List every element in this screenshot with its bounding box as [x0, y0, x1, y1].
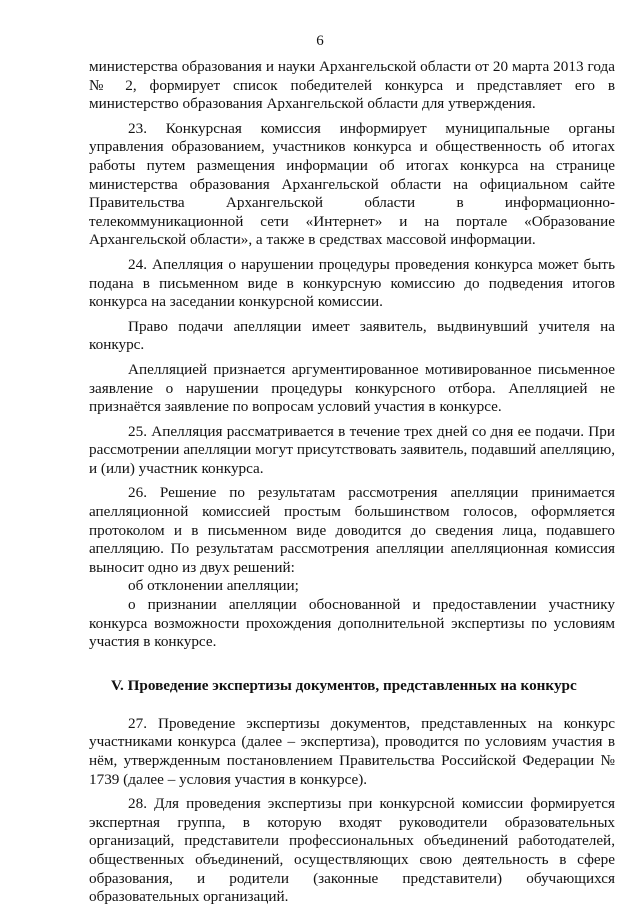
paragraph-23: 23. Конкурсная комиссия информирует муниципальные органы управления образованием, участников конкурса и общественность об итогах работы путем размещения информации об итогах конкурса на странице министерства образования Архангельской области на официальном сайте Правительства Архангельской области в информационно-телекоммуникационной сети «Интернет» и на портале «Образование Архангельской области», а также в средствах массовой информации. — [89, 119, 615, 249]
paragraph-22-continuation: министерства образования и науки Архангельской области от 20 марта 2013 года № 2, формирует список победителей конкурса и представляет его в министерство образования Архангельской области для утверждения. — [89, 58, 615, 113]
paragraph-25: 25. Апелляция рассматривается в течение трех дней со дня ее подачи. При рассмотрении апелляции могут присутствовать заявитель, подавший апелляцию, и (или) участник конкурса. — [89, 422, 615, 477]
decision-option-reject: об отклонении апелляции; — [128, 577, 299, 595]
paragraph-27: 27. Проведение экспертизы документов, представленных на конкурс участниками конкурса (далее – экспертиза), проводится по условиям участия в нём, утвержденным постановлением Правительства Российской Федерации № 1739 (далее – условия участия в конкурсе). — [89, 714, 615, 788]
paragraph-appeal-definition: Апелляцией признается аргументированное мотивированное письменное заявление о нарушении процедуры конкурсного отбора. Апелляцией не признаётся заявление по вопросам условий участия в конкурсе. — [89, 360, 615, 416]
paragraph-28: 28. Для проведения экспертизы при конкурсной комиссии формируется экспертная группа, в которую входят руководители образовательных организаций, представители профессиональных объединений работодателей, общественных объединений, осуществляющих свою деятельность в сфере образования, и родители (законные представители) обучающихся образовательных организаций. — [89, 795, 615, 906]
section-heading: V. Проведение экспертизы документов, представленных на конкурс — [111, 676, 577, 694]
paragraph-appeal-right: Право подачи апелляции имеет заявитель, выдвинувший учителя на конкурс. — [89, 317, 615, 354]
decision-option-accept: о признании апелляции обоснованной и предоставлении участнику конкурса возможности прохождения дополнительной экспертизы по условиям участия в конкурсе. — [89, 596, 615, 651]
paragraph-26: 26. Решение по результатам рассмотрения апелляции принимается апелляционной комиссией простым большинством голосов, оформляется протоколом и в письменном виде доводится до сведения лица, подавшего апелляцию. По результатам рассмотрения апелляции апелляционная комиссия выносит одно из двух решений: — [89, 484, 615, 576]
paragraph-24: 24. Апелляция о нарушении процедуры проведения конкурса может быть подана в письменном виде в конкурсную комиссию до подведения итогов конкурса на заседании конкурсной комиссии. — [89, 255, 615, 311]
page-number: 6 — [316, 33, 324, 49]
document-body — [89, 58, 615, 907]
